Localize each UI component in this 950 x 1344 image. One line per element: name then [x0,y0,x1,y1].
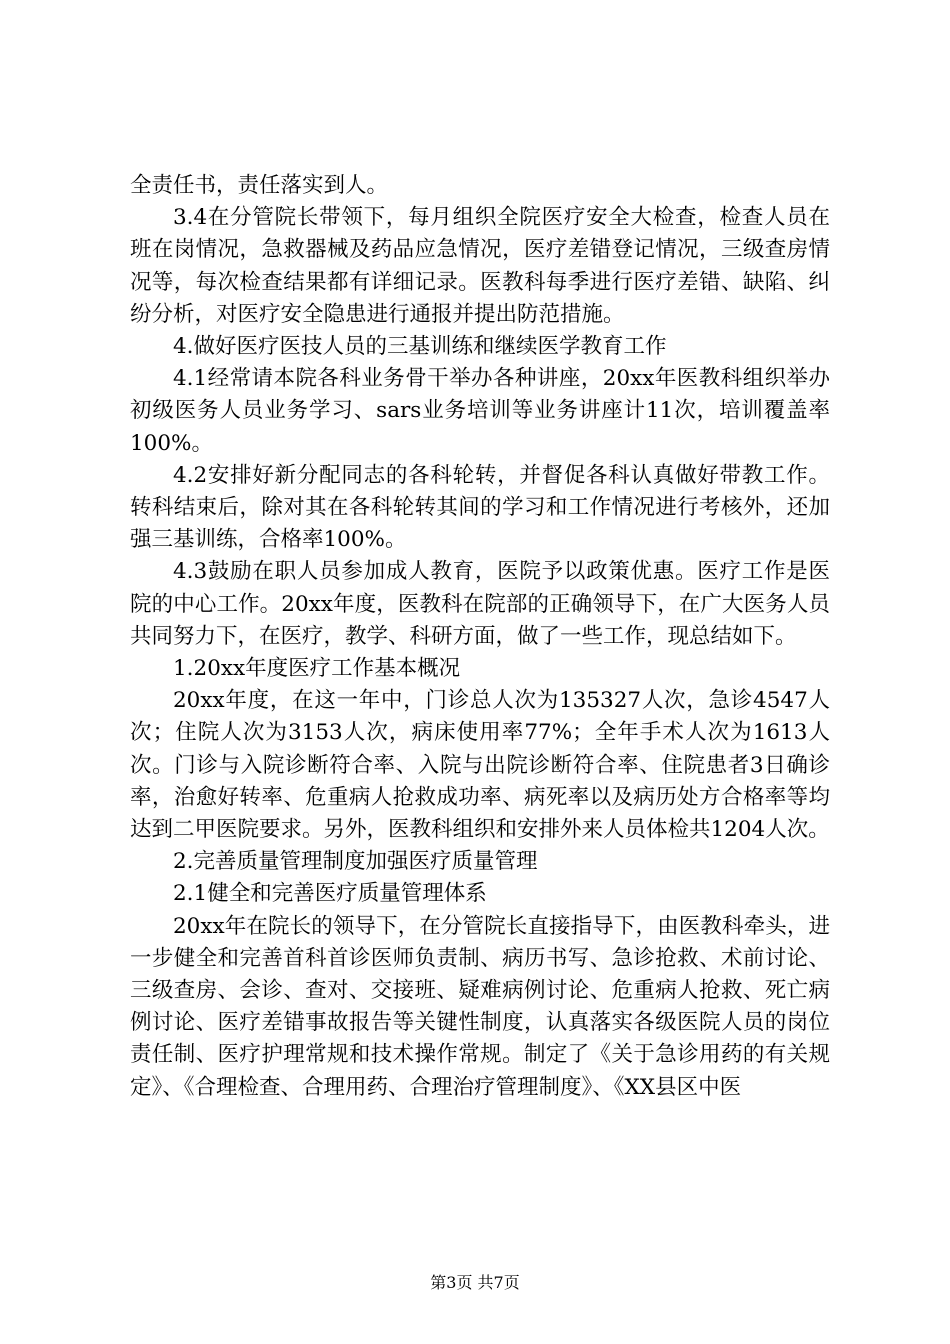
section-heading: 2.完善质量管理制度加强医疗质量管理 [173,849,538,875]
paragraph: 20xx年在院长的领导下，在分管院长直接指导下，由医教科牵头，进一步健全和完善首科首诊医师负责制、病历书写、急诊抢救、术前讨论、三级查房、会诊、查对、交接班、疑难病例讨论、危重病人抢救、死亡病例讨论、医疗差错事故报告等关键性制度，认真落实各级医院人员的岗位责任制、医疗护理常规和技术操作常规。制定了《关于急诊用药的有关规定》、《合理检查、合理用药、合理治疗管理制度》、《XX县区中医 [130,913,830,1100]
paragraph: 4.3鼓励在职人员参加成人教育，医院予以政策优惠。医疗工作是医院的中心工作。20xx年度，医教科在院部的正确领导下，在广大医务人员共同努力下，在医疗，教学、科研方面，做了一些工作，现总结如下。 [130,559,830,649]
section-heading: 1.20xx年度医疗工作基本概况 [173,656,461,682]
paragraph: 3.4在分管院长带领下，每月组织全院医疗安全大检查，检查人员在班在岗情况，急救器械及药品应急情况，医疗差错登记情况，三级查房情况等，每次检查结果都有详细记录。医教科每季进行医疗差错、缺陷、纠纷分析，对医疗安全隐患进行通报并提出防范措施。 [130,205,830,327]
document-body [130,170,830,1104]
section-heading: 4.做好医疗医技人员的三基训练和继续医学教育工作 [173,334,667,360]
paragraph: 4.2安排好新分配同志的各科轮转，并督促各科认真做好带教工作。转科结束后，除对其在各科轮转其间的学习和工作情况进行考核外，还加强三基训练，合格率100%。 [130,462,830,553]
paragraph: 20xx年度，在这一年中，门诊总人次为135327人次，急诊4547人次；住院人次为3153人次，病床使用率77%；全年手术人次为1613人次。门诊与入院诊断符合率、入院与出院诊断符合率、住院患者3日确诊率，治愈好转率、危重病人抢救成功率、病死率以及病历处方合格率等均达到二甲医院要求。另外，医教科组织和安排外来人员体检共1204人次。 [130,688,830,843]
paragraph-continuation: 全责任书，责任落实到人。 [130,173,389,198]
paragraph: 4.1经常请本院各科业务骨干举办各种讲座，20xx年医教科组织举办初级医务人员业务学习、sars业务培训等业务讲座计11次，培训覆盖率100%。 [130,366,830,456]
subsection-heading: 2.1健全和完善医疗质量管理体系 [173,881,487,907]
page-number-footer: 第3页 共7页 [430,1273,520,1292]
